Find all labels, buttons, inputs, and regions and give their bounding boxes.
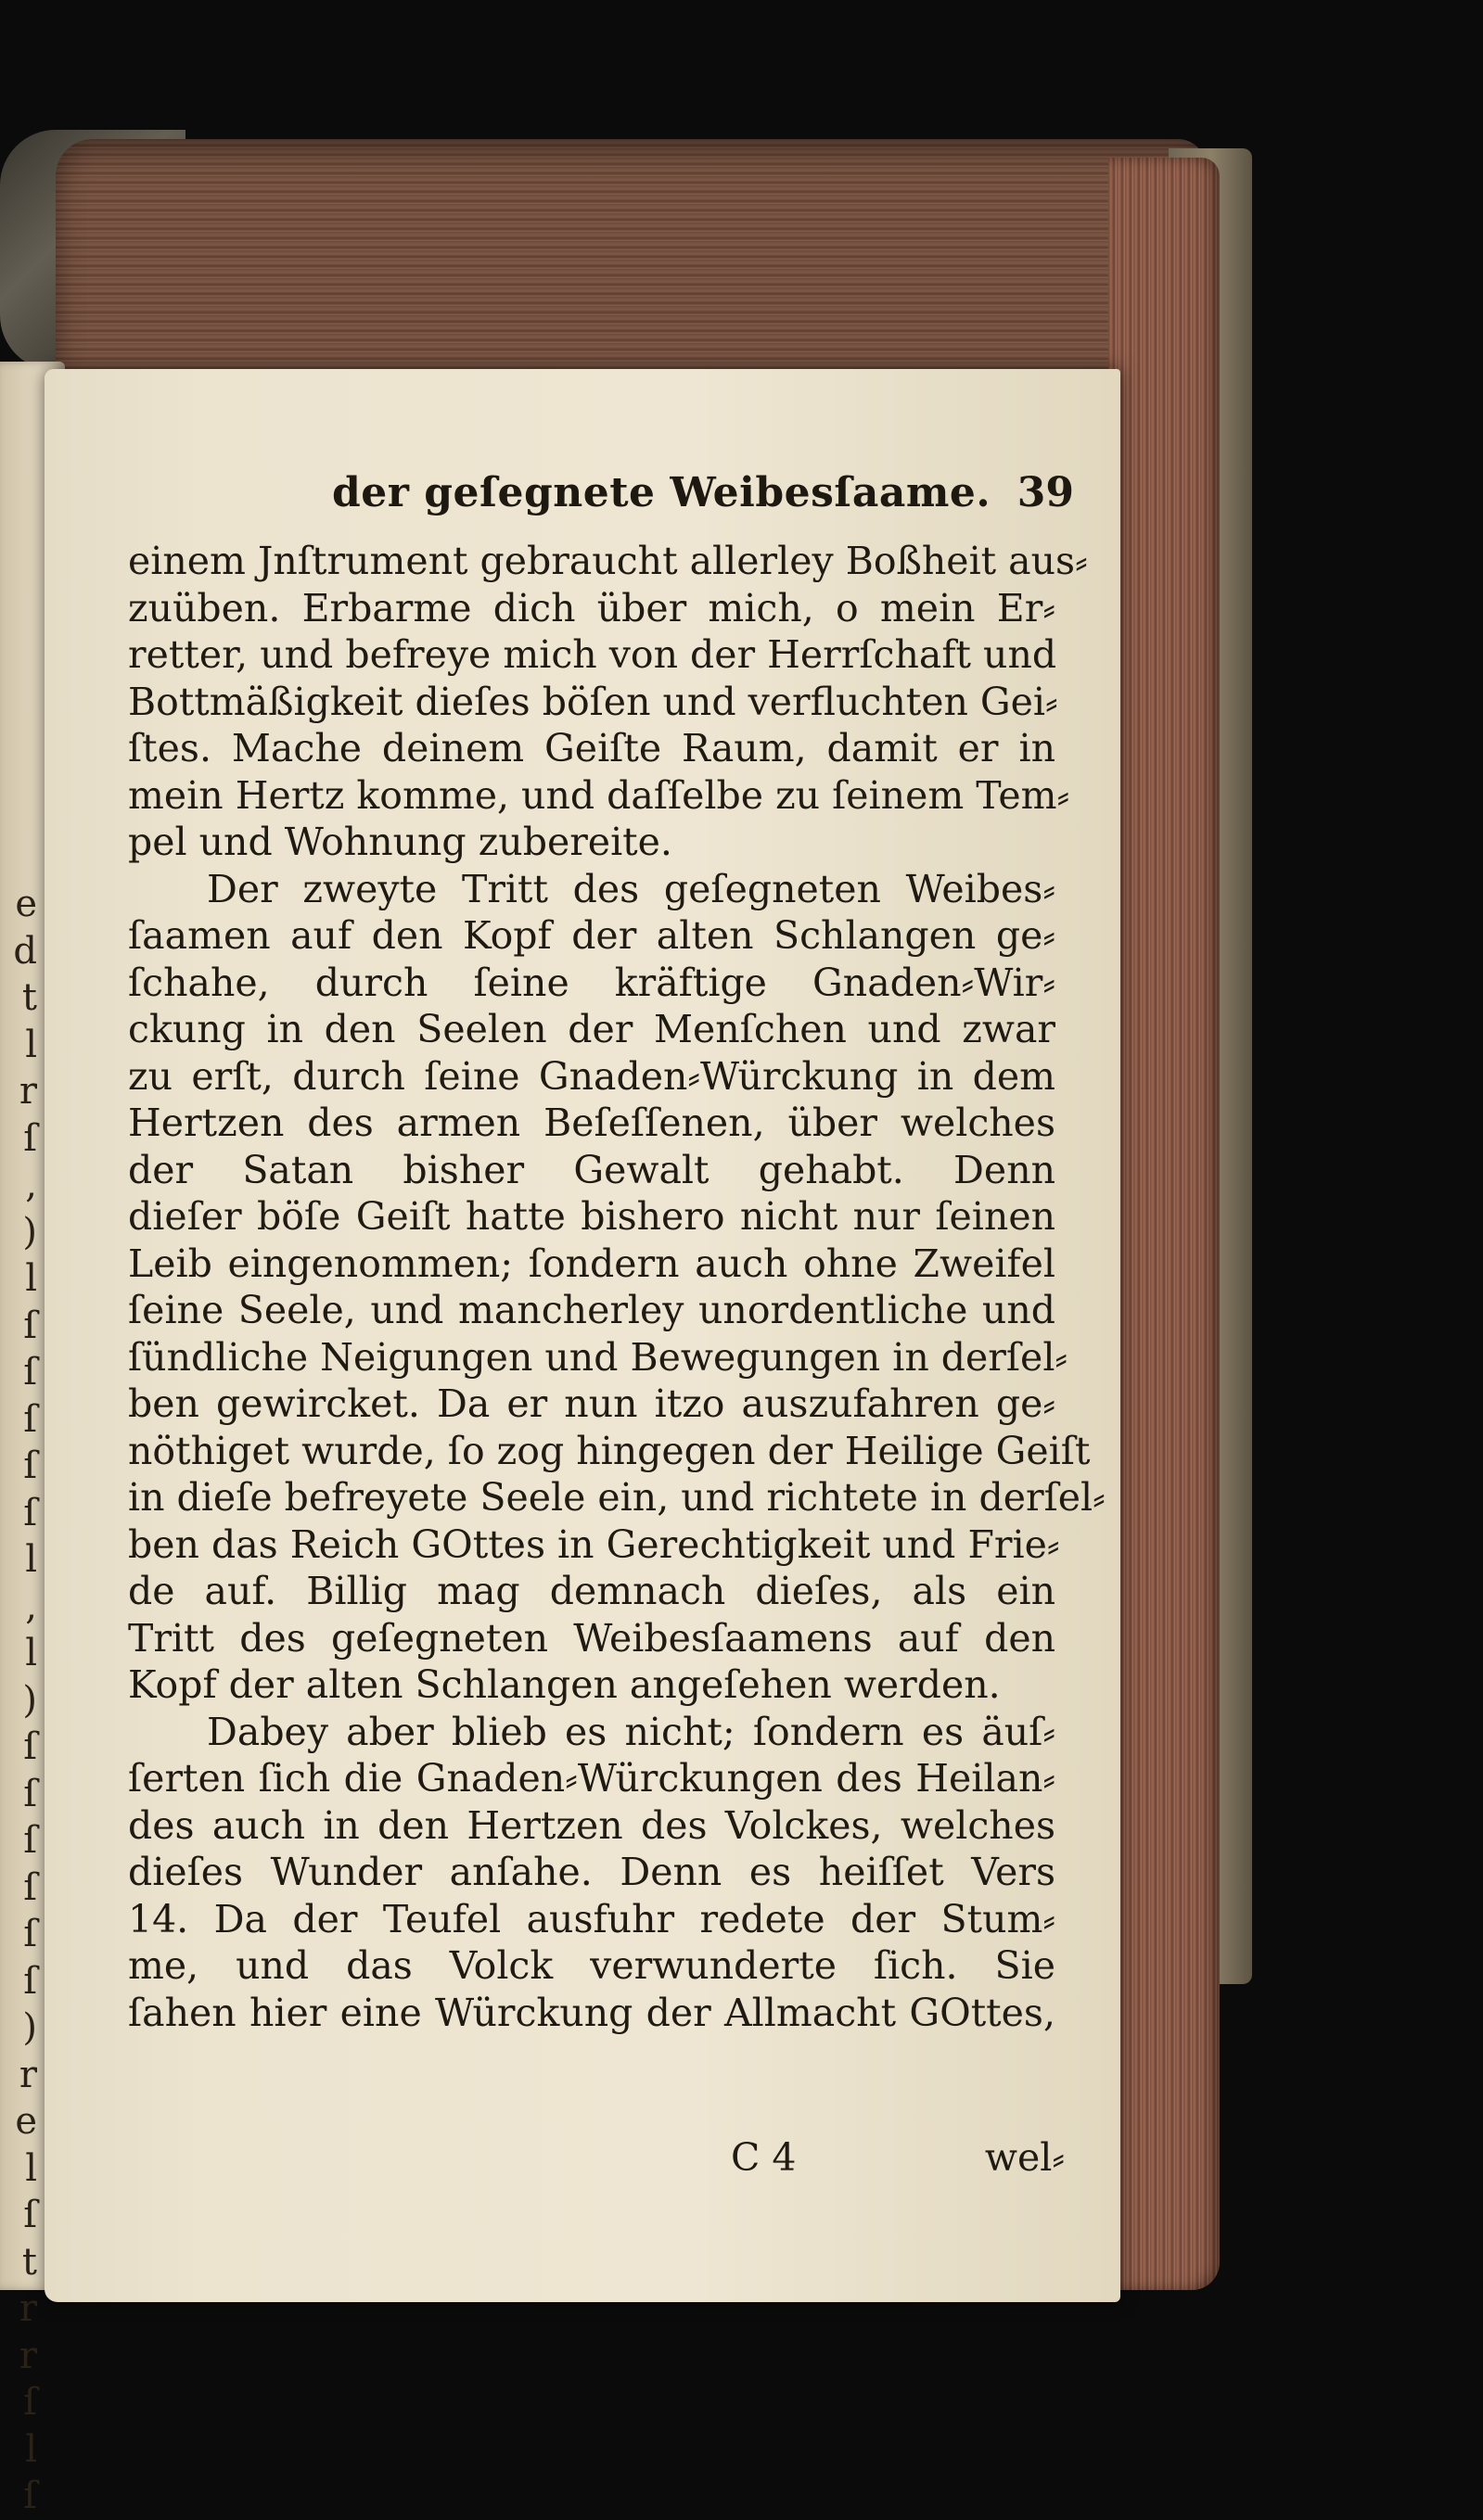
signature-mark: C 4 [731,2135,797,2180]
text-line: dieſes Wunder anſahe. Denn es heiſſet Vers [128,1850,1055,1894]
text-line: zu erſt, durch ſeine Gnaden⸗Würckung in dem [128,1053,1055,1099]
text-line: ſahen hier eine Würckung der Allmacht GOttes, [128,1990,1055,2035]
adjacent-page-char: l [25,1538,37,1581]
text-line: Tritt des geſegneten Weibesſaamens auf den [128,1615,1055,1661]
adjacent-page-char: ſ [23,2381,37,2424]
text-line: ſerten ſich die Gnaden⸗Würckungen des Heilan⸗ [128,1756,1055,1801]
text-line: ſchahe, durch ſeine kräftige Gnaden⸗Wir⸗ [128,960,1055,1005]
text-line: ſündliche Neigungen und Bewegungen in derſel⸗ [128,1334,1068,1380]
adjacent-page-char: , [25,1164,37,1206]
adjacent-page-char: l [25,2427,37,2471]
adjacent-page-char: t [21,976,37,1019]
text-line: Kopf der alten Schlangen angeſehen werden. [128,1662,1001,1707]
adjacent-page-char: ſ [23,1913,37,1955]
text-line: ſeine Seele, und mancherley unordentliche und [128,1288,1055,1332]
text-line: des auch in den Hertzen des Volckes, welches [128,1802,1055,1848]
text-line: Leib eingenommen; ſondern auch ohne Zweifel [128,1241,1055,1286]
adjacent-page-char: ſ [23,1865,37,1909]
adjacent-page-char: r [19,1070,37,1113]
adjacent-page-char: ſ [23,1491,37,1534]
adjacent-page-char: ſ [23,1772,37,1815]
text-line: der Satan bisher Gewalt gehabt. Denn [128,1147,1055,1192]
text-line: 14. Da der Teufel ausfuhr redete der Stum⸗ [128,1896,1055,1941]
adjacent-page-char: e [15,2100,37,2143]
adjacent-page-char: ſ [23,1116,37,1160]
adjacent-page-char: ſ [23,1819,37,1862]
adjacent-page-char: e [15,883,37,925]
page-footer [128,2135,1065,2187]
text-line: pel und Wohnung zubereite. [128,820,672,864]
adjacent-page-char: ſ [23,1304,37,1347]
text-line: ckung in den Seelen der Menſchen und zwar [128,1007,1055,1051]
text-line: ben gewircket. Da er nun itzo auszufahren ge⸗ [128,1381,1055,1426]
page-number: 39 [1016,469,1074,516]
adjacent-page-char: ſ [23,1725,37,1768]
running-head: der geſegnete Weibesſaame. [332,469,991,516]
book-page [45,369,1120,2302]
text-line: ſaamen auf den Kopf der alten Schlangen ge⸗ [128,913,1055,958]
adjacent-page-char: ) [22,2006,37,2049]
page-header [332,469,1074,525]
page-edges-right [1108,158,1220,2290]
adjacent-page-text [0,881,37,2520]
adjacent-page-char: ſ [23,1445,37,1487]
adjacent-page-char: t [21,2240,37,2284]
adjacent-page-char: ſ [23,2475,37,2517]
text-line: zuüben. Erbarme dich über mich, o mein Er⸗ [128,585,1055,630]
adjacent-page-char: l [25,1632,37,1674]
text-line: me, und das Volck verwunderte ſich. Sie [128,1943,1055,1988]
text-line: Bottmäßigkeit dieſes böſen und verfluchten Gei⸗ [128,679,1058,724]
text-line: de auf. Billig mag demnach dieſes, als ein [128,1569,1055,1613]
adjacent-page-char: r [19,2053,37,2096]
adjacent-page-char: r [19,2287,37,2330]
adjacent-page-char: ) [22,1210,37,1254]
adjacent-page-char: ſ [23,1959,37,2003]
text-line: ben das Reich GOttes in Gerechtigkeit und Frie⸗ [128,1521,1060,1567]
adjacent-page-char: ſ [23,1397,37,1441]
adjacent-page-char: , [25,1585,37,1628]
adjacent-page-char: l [25,1257,37,1300]
catchword: wel⸗ [984,2135,1065,2180]
text-line: einem Jnſtrument gebraucht allerley Boßheit aus⸗ [128,539,1088,583]
adjacent-page-char: ſ [23,1351,37,1394]
adjacent-page-char: ) [22,1678,37,1722]
text-line: dieſer böſe Geiſt hatte bishero nicht nur ſeinen [128,1194,1055,1239]
text-line: Dabey aber blieb es nicht; ſondern es äuſ⸗ [207,1709,1055,1754]
text-line: mein Hertz komme, und daſſelbe zu ſeinem Tem⸗ [128,772,1070,818]
text-line: Der zweyte Tritt des geſegneten Weibes⸗ [207,866,1055,911]
adjacent-page-char: d [13,929,37,973]
adjacent-page-char: l [25,1023,37,1066]
adjacent-page-char: r [19,2334,37,2377]
text-line: retter, und befreye mich von der Herrſchaft und [128,632,1057,677]
text-line: in dieſe befreyete Seele ein, und richtete in derſel⸗ [128,1475,1106,1520]
text-line: ſtes. Mache deinem Geiſte Raum, damit er in [128,726,1055,770]
text-line: Hertzen des armen Beſeſſenen, über welches [128,1101,1055,1145]
adjacent-page-char: l [25,2146,37,2190]
body-text [128,538,1106,2036]
page-edges-top [56,139,1206,389]
text-line: nöthiget wurde, ſo zog hingegen der Heilige Geiſt [128,1428,1091,1473]
adjacent-page-char: ſ [23,2194,37,2236]
